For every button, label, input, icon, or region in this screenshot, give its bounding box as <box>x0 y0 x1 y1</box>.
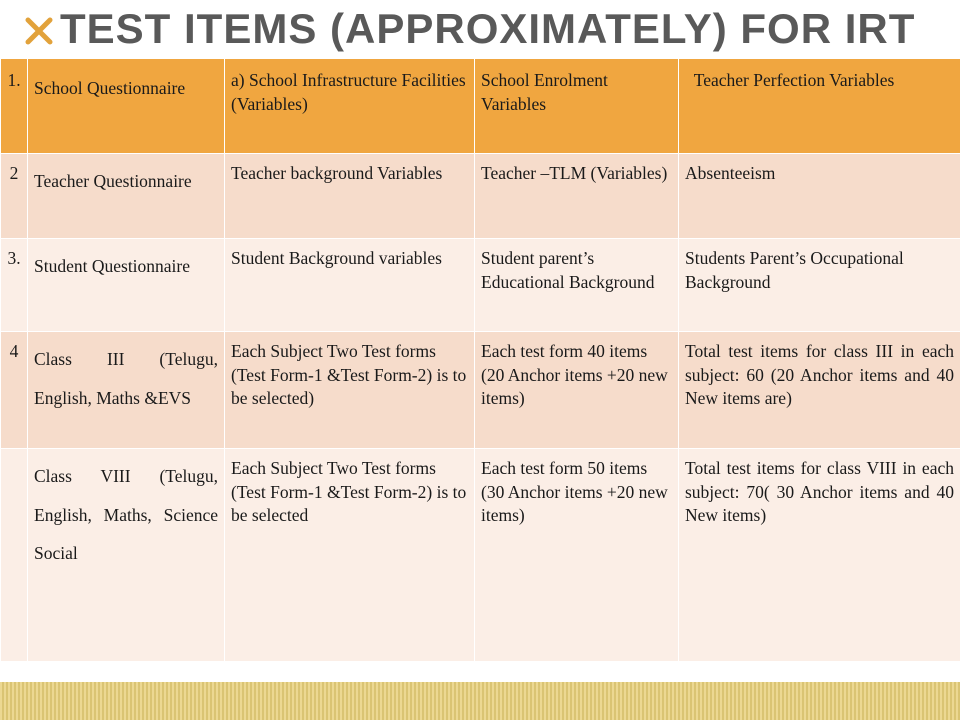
footer-strip <box>0 682 960 720</box>
table-cell: Student Background variables <box>225 239 475 332</box>
row-label: Class III (Telugu, English, Maths &EVS <box>28 332 225 449</box>
row-label: Teacher Questionnaire <box>28 154 225 239</box>
row-number: 1. <box>1 59 28 154</box>
table-row <box>1 332 960 449</box>
table-cell: Each Subject Two Test forms (Test Form-1 &Test Form-2) is to be selected) <box>225 332 475 449</box>
page-title: TEST ITEMS (APPROXIMATELY) FOR IRT <box>60 5 916 52</box>
table-cell: Absenteeism <box>679 154 960 239</box>
table-row <box>1 154 960 239</box>
table-cell: Teacher –TLM (Variables) <box>475 154 679 239</box>
table-cell: Each test form 40 items (20 Anchor items +20 new items) <box>475 332 679 449</box>
table-row <box>1 449 960 662</box>
x-bullet-icon <box>24 16 54 46</box>
table-cell: a) School Infrastructure Facilities (Variables) <box>225 59 475 154</box>
row-label: Student Questionnaire <box>28 239 225 332</box>
row-number <box>1 449 28 662</box>
table-row <box>1 59 960 154</box>
irt-items-table <box>0 58 960 662</box>
row-label: School Questionnaire <box>28 59 225 154</box>
table-cell: Each test form 50 items (30 Anchor items +20 new items) <box>475 449 679 662</box>
table-cell: Each Subject Two Test forms (Test Form-1 &Test Form-2) is to be selected <box>225 449 475 662</box>
row-number: 2 <box>1 154 28 239</box>
table-row <box>1 239 960 332</box>
row-label: Class VIII (Telugu, English, Maths, Science Social <box>28 449 225 662</box>
table-cell: Students Parent’s Occupational Background <box>679 239 960 332</box>
table-cell: School Enrolment Variables <box>475 59 679 154</box>
table-cell: Student parent’s Educational Background <box>475 239 679 332</box>
table-cell: Total test items for class VIII in each subject: 70( 30 Anchor items and 40 New items) <box>679 449 960 662</box>
row-number: 4 <box>1 332 28 449</box>
table-cell: Teacher Perfection Variables <box>679 59 960 154</box>
row-number: 3. <box>1 239 28 332</box>
table-cell: Total test items for class III in each subject: 60 (20 Anchor items and 40 New items are) <box>679 332 960 449</box>
table-cell: Teacher background Variables <box>225 154 475 239</box>
